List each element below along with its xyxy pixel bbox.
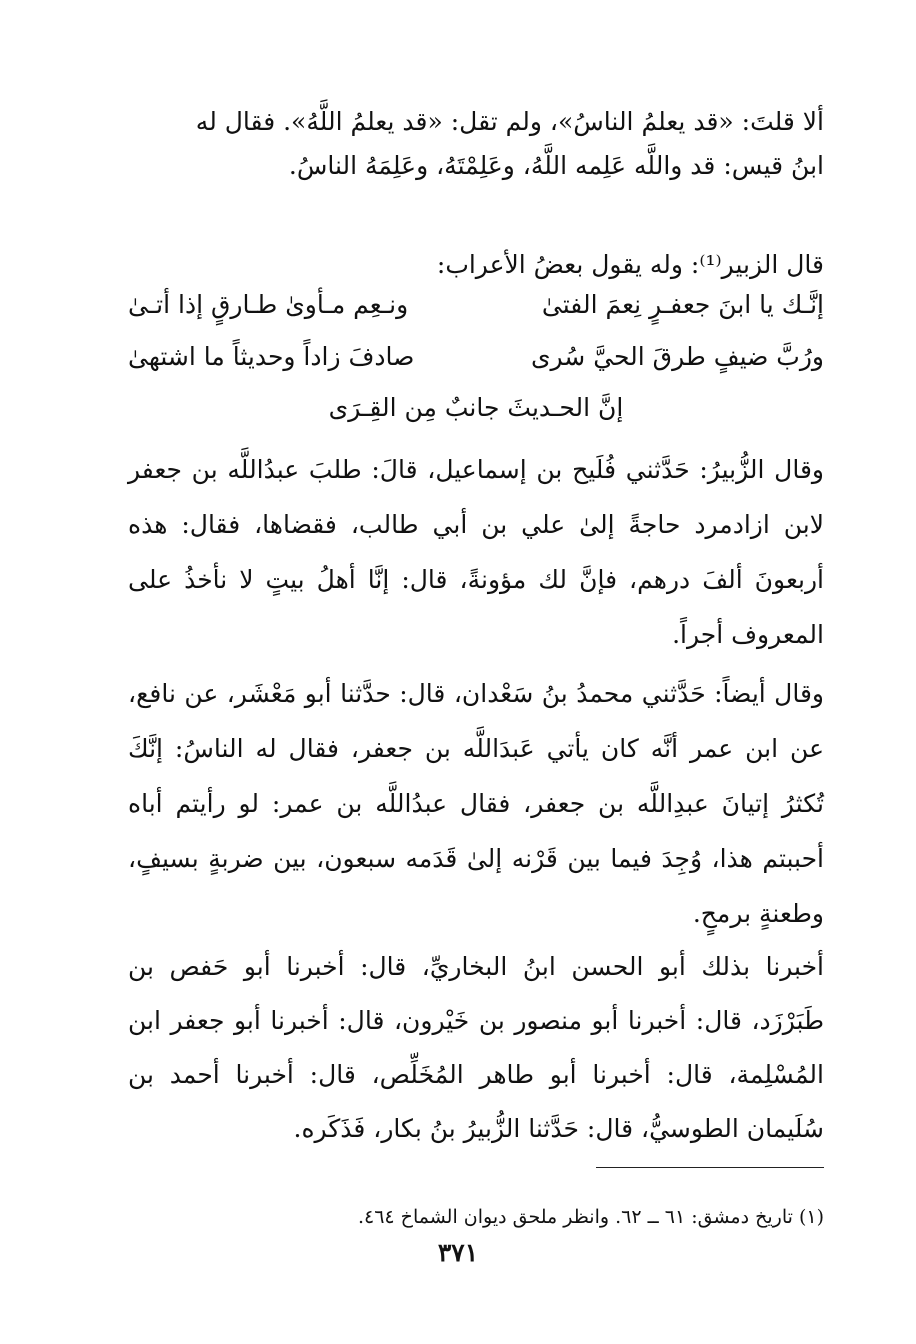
hemistich-first: ورُبَّ ضيفٍ طرقَ الحيَّ سُرى [530, 341, 824, 371]
poem [128, 278, 824, 434]
hemistich-second: صادفَ زاداً وحديثاً ما اشتهىٰ [128, 341, 415, 371]
poem-verse [128, 278, 824, 330]
paragraph-ibn-umar: وقال أيضاً: حَدَّثني محمدُ بنُ سَعْدان، قال: حدَّثنا أبو مَعْشَر، عن نافع، عن ابن عمر أنَّه كان يأتي عَبدَاللَّه بن جعفر، فقال له الناسُ: إنَّكَ تُكثرُ إتيانَ عبدِاللَّه بن جعفر، فقال عبدُاللَّه بن عمر: لو رأيتم أباه أحببتم هذا، وُجِدَ فيما بين قَرْنه إلىٰ قَدَمه سبعون، بين ضربةٍ بسيفٍ، وطعنةٍ برمحٍ. [128, 679, 824, 928]
intro-paragraph [128, 100, 824, 188]
intro-line-2: ابنُ قيس: قد واللَّه عَلِمه اللَّهُ، وعَلِمْتَهُ، وعَلِمَهُ الناسُ. [288, 151, 824, 180]
poem-final-line: إنَّ الحـديثَ جانبٌ مِن القِـرَى [328, 393, 624, 422]
footnote: (١) تاريخ دمشق: ٦١ ــ ٦٢. وانظر ملحق ديوان الشماخ ٤٦٤. [357, 1206, 824, 1228]
paragraph-isnad: أخبرنا بذلك أبو الحسن ابنُ البخاريِّ، قال: أخبرنا أبو حَفص بن طَبَرْزَد، قال: أخبرنا أبو منصور بن خَيْرون، قال: أخبرنا أبو جعفر ابن المُسْلِمة، قال: أخبرنا أبو طاهر المُخَلِّص، قال: أخبرنا أحمد بن سُلَيمان الطوسيُّ، قال: حَدَّثنا الزُّبيرُ بنُ بكار، فَذَكَره. [128, 952, 824, 1143]
hemistich-first: إنَّـك يا ابنَ جعفـرٍ نِعمَ الفتىٰ [541, 289, 824, 319]
page-number: ٣٧١ [437, 1238, 479, 1267]
footnote-divider [596, 1167, 824, 1168]
paragraph-fulayh: وقال الزُّبيرُ: حَدَّثني فُلَيح بن إسماعيل، قالَ: طلبَ عبدُاللَّه بن جعفر لابن ازادمرد حاجةً إلىٰ علي بن أبي طالب، فقضاها، فقال: هذه أربعونَ ألفَ درهم، فإنَّ لك مؤونةً، قال: إنَّا أهلُ بيتٍ لا نأخذُ على المعروف أجراً. [128, 455, 824, 649]
poem-verse [128, 330, 824, 382]
intro-line-1: ألا قلتَ: «قد يعلمُ الناسُ»، ولم تقل: «قد يعلمُ اللَّهُ». فقال له [195, 107, 824, 136]
hemistich-second: ونـعِم مـأوىٰ طـارقٍ إذا أتـىٰ [128, 289, 409, 319]
poem-introduction: قال الزبير⁽¹⁾: وله يقول بعضُ الأعراب: [436, 250, 824, 279]
